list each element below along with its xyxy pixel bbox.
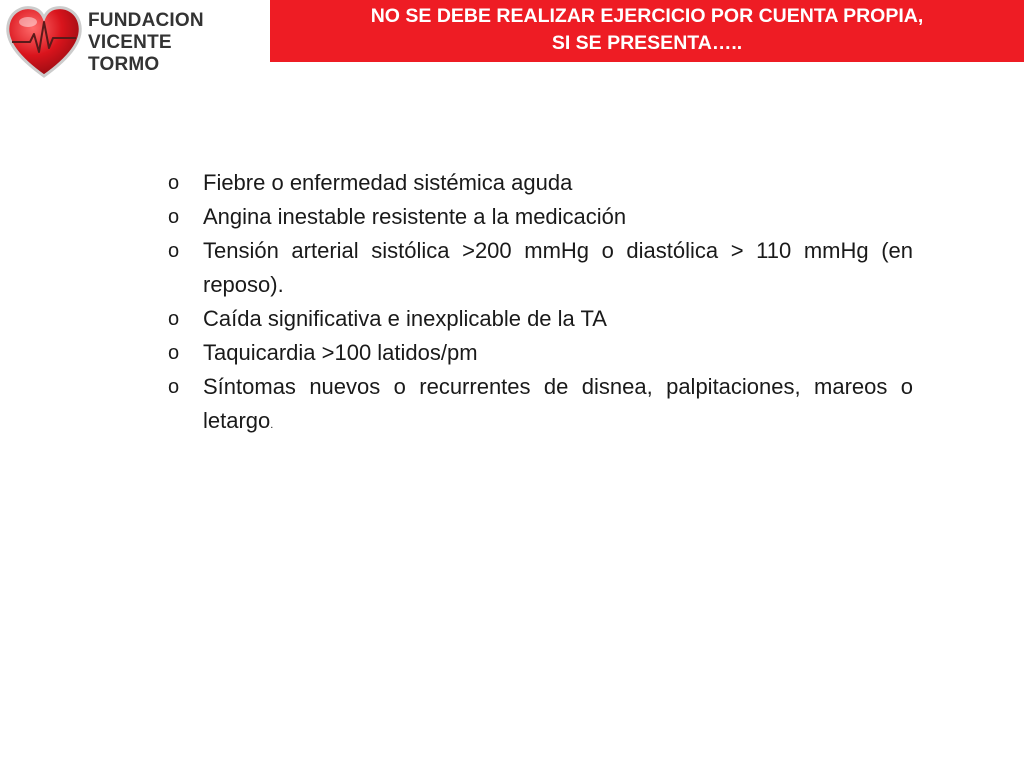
- logo-line-2: VICENTE TORMO: [88, 32, 172, 75]
- list-item-text: Tensión arterial sistólica >200 mmHg o diastólica > 110 mmHg (en reposo).: [203, 238, 913, 297]
- list-item-text: Síntomas nuevos o recurrentes de disnea, palpitaciones, mareos o letargo: [203, 374, 913, 433]
- bullet-icon: o: [168, 376, 180, 398]
- bullet-icon: o: [168, 308, 180, 330]
- warning-banner: [270, 0, 1024, 62]
- bullet-icon: o: [168, 172, 180, 194]
- bullet-icon: o: [168, 206, 180, 228]
- symptom-list: [168, 166, 913, 442]
- list-item-text: Angina inestable resistente a la medicación: [203, 204, 627, 229]
- list-item-tail: .: [270, 419, 274, 431]
- bullet-icon: o: [168, 342, 180, 364]
- bullet-icon: o: [168, 240, 180, 262]
- list-item-text: Fiebre o enfermedad sistémica aguda: [203, 170, 573, 195]
- list-item: [168, 234, 913, 302]
- list-item-text: Taquicardia >100 latidos/pm: [203, 340, 478, 365]
- logo-text: [88, 10, 244, 76]
- foundation-logo: [4, 4, 244, 80]
- list-item-text: Caída significativa e inexplicable de la TA: [203, 306, 607, 331]
- list-item: [168, 336, 913, 370]
- list-item: [168, 166, 913, 200]
- list-item: [168, 200, 913, 234]
- list-item: [168, 370, 913, 442]
- banner-line-2: SI SE PRESENTA…..: [551, 32, 743, 54]
- banner-line-1: NO SE DEBE REALIZAR EJERCICIO POR CUENTA PROPIA,: [370, 5, 924, 27]
- logo-line-1: FUNDACION: [88, 10, 204, 31]
- list-item: [168, 302, 913, 336]
- heart-ecg-icon: [4, 4, 84, 80]
